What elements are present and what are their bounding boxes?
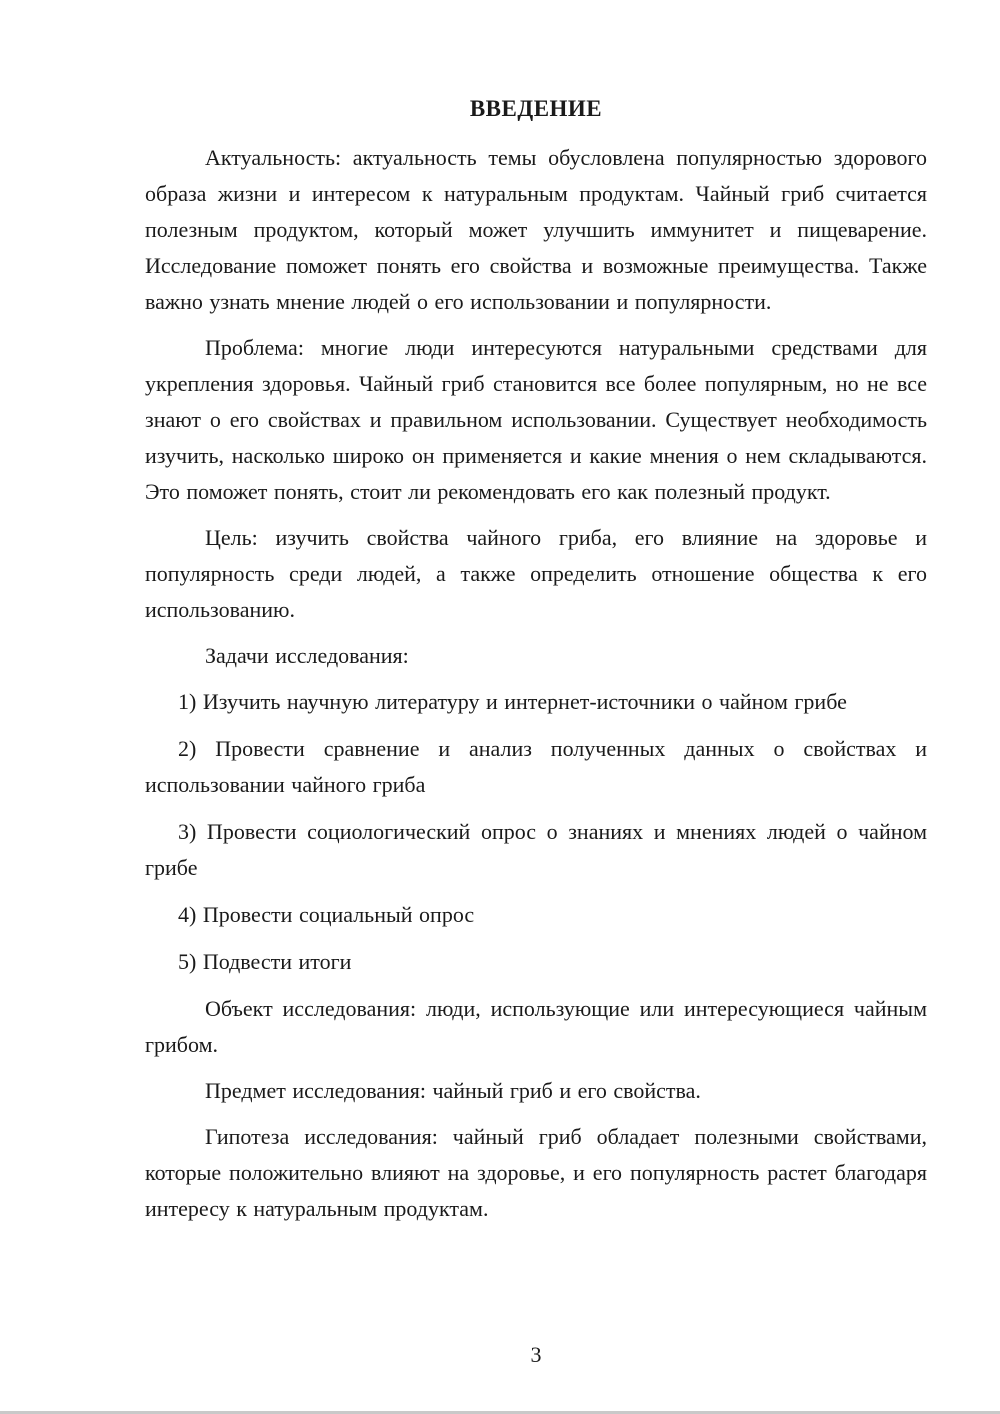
task-item-3: 3) Провести социологический опрос о знаниях и мнениях людей о чайном грибе bbox=[145, 819, 927, 880]
paragraph-cel: Цель: изучить свойства чайного гриба, его влияние на здоровье и популярность среди людей, а также определить отношение общества к его использованию. bbox=[145, 525, 927, 622]
task-item-4: 4) Провести социальный опрос bbox=[178, 902, 475, 927]
paragraph-obekt: Объект исследования: люди, использующие или интересующиеся чайным грибом. bbox=[145, 996, 927, 1057]
paragraph-gipoteza: Гипотеза исследования: чайный гриб обладает полезными свойствами, которые положительно влияют на здоровье, и его популярность растет благодаря интересу к натуральным продуктам. bbox=[145, 1124, 927, 1221]
task-item-5: 5) Подвести итоги bbox=[178, 949, 352, 974]
paragraph-predmet: Предмет исследования: чайный гриб и его свойства. bbox=[205, 1078, 701, 1103]
page-number: 3 bbox=[530, 1342, 542, 1367]
paragraph-aktualnost: Актуальность: актуальность темы обусловлена популярностью здорового образа жизни и интересом к натуральным продуктам. Чайный гриб считается полезным продуктом, который может улучшить иммунитет и пищеварение. Исследование поможет понять его свойства и возможные преимущества. Также важно узнать мнение людей о его использовании и популярности. bbox=[145, 145, 927, 314]
task-item-2: 2) Провести сравнение и анализ полученных данных о свойствах и использовании чайного гриба bbox=[145, 736, 927, 797]
task-item-1: 1) Изучить научную литературу и интернет-источники о чайном грибе bbox=[178, 689, 847, 714]
tasks-heading: Задачи исследования: bbox=[205, 643, 409, 668]
paragraph-problema: Проблема: многие люди интересуются натуральными средствами для укрепления здоровья. Чайный гриб становится все более популярным, но не все знают о его свойствах и правильном использовании. Существует необходимость изучить, насколько широко он применяется и какие мнения о нем складываются. Это поможет понять, стоит ли рекомендовать его как полезный продукт. bbox=[145, 335, 927, 504]
page-title: ВВЕДЕНИЕ bbox=[469, 96, 603, 121]
